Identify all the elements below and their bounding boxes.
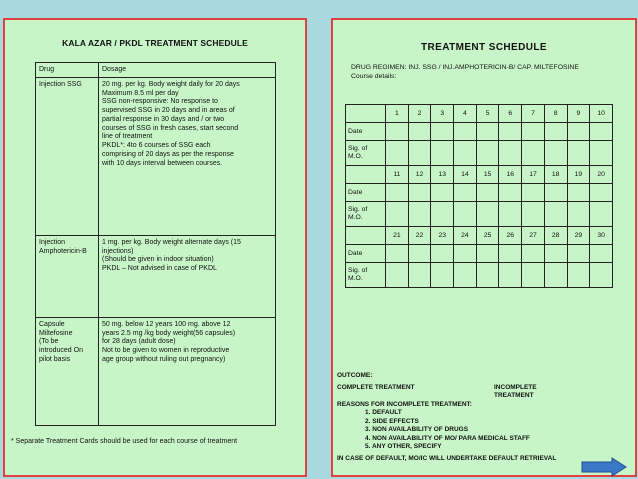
dosage-line: with 10 days interval between courses. (102, 159, 223, 167)
drug-line: pilot basis (39, 355, 71, 363)
date-entry-cell[interactable] (522, 184, 545, 202)
day-number-cell: 7 (522, 105, 545, 123)
dosage-line: injections) (102, 247, 134, 255)
dosage-table (35, 62, 276, 426)
dosage-line: SSG non-responsive: No response to (102, 98, 218, 106)
signature-entry-cell[interactable] (590, 141, 613, 166)
date-entry-cell[interactable] (386, 245, 409, 263)
day-number-cell: 22 (408, 227, 431, 245)
date-entry-cell[interactable] (386, 184, 409, 202)
date-entry-cell[interactable] (476, 123, 499, 141)
signature-entry-cell[interactable] (522, 263, 545, 288)
reason-item: 5. ANY OTHER, SPECIFY (365, 443, 442, 451)
signature-label-line: Sig. of (348, 145, 368, 153)
outcome-label: OUTCOME: (337, 372, 373, 379)
date-entry-cell[interactable] (567, 123, 590, 141)
day-number-cell: 30 (590, 227, 613, 245)
signature-entry-cell[interactable] (431, 263, 454, 288)
date-entry-cell[interactable] (408, 123, 431, 141)
dosage-line: PKDL – Not advised in case of PKDL (102, 265, 217, 272)
incomplete-treatment-label: INCOMPLETE TREATMENT (494, 384, 537, 400)
reason-item: 3. NON AVAILABILITY OF DRUGS (365, 426, 469, 434)
dosage-header: Dosage (99, 63, 276, 78)
day-number-cell: 10 (590, 105, 613, 123)
day-number-cell: 15 (476, 166, 499, 184)
reason-item: 2. SIDE EFFECTS (365, 417, 419, 425)
day-number-cell: 29 (567, 227, 590, 245)
day-number-cell: 8 (544, 105, 567, 123)
reasons-list (337, 409, 556, 451)
blank-label-cell (346, 105, 386, 123)
signature-entry-cell[interactable] (431, 202, 454, 227)
date-entry-cell[interactable] (567, 245, 590, 263)
date-entry-cell[interactable] (408, 245, 431, 263)
day-number-cell: 24 (454, 227, 477, 245)
schedule-grid (345, 104, 613, 288)
signature-entry-cell[interactable] (544, 141, 567, 166)
signature-entry-cell[interactable] (386, 263, 409, 288)
signature-entry-cell[interactable] (567, 141, 590, 166)
day-number-cell: 12 (408, 166, 431, 184)
day-number-cell: 4 (454, 105, 477, 123)
treatment-schedule-card (331, 18, 637, 477)
drug-line: introduced On (39, 347, 83, 354)
day-number-cell: 5 (476, 105, 499, 123)
dosage-cell (99, 235, 276, 317)
date-row (346, 245, 613, 263)
date-entry-cell[interactable] (590, 245, 613, 263)
signature-entry-cell[interactable] (476, 202, 499, 227)
drug-cell (36, 317, 99, 425)
date-row (346, 184, 613, 202)
signature-entry-cell[interactable] (522, 141, 545, 166)
dosage-header-row (36, 63, 276, 78)
signature-entry-cell[interactable] (590, 263, 613, 288)
drug-line: Injection (39, 238, 66, 246)
signature-entry-cell[interactable] (499, 263, 522, 288)
drug-line: (To be (39, 338, 59, 346)
signature-label (346, 141, 386, 166)
drug-cell (36, 235, 99, 317)
date-entry-cell[interactable] (544, 184, 567, 202)
date-entry-cell[interactable] (544, 245, 567, 263)
signature-entry-cell[interactable] (499, 202, 522, 227)
day-number-cell: 20 (590, 166, 613, 184)
complete-treatment-label: COMPLETE TREATMENT (337, 384, 415, 391)
drug-line: Capsule (39, 320, 65, 328)
signature-entry-cell[interactable] (408, 263, 431, 288)
date-entry-cell[interactable] (476, 184, 499, 202)
day-number-cell: 14 (454, 166, 477, 184)
signature-entry-cell[interactable] (544, 263, 567, 288)
signature-label (346, 202, 386, 227)
day-number-row (346, 227, 613, 245)
signature-entry-cell[interactable] (386, 202, 409, 227)
dosage-line: for 28 days (adult dose) (102, 338, 176, 346)
signature-label-line: M.O. (348, 153, 363, 160)
signature-entry-cell[interactable] (454, 202, 477, 227)
date-label: Date (346, 123, 386, 141)
drug-line: Miltefosine (39, 329, 73, 337)
signature-entry-cell[interactable] (476, 141, 499, 166)
date-label: Date (346, 245, 386, 263)
outcome-options (337, 384, 556, 398)
dosage-line: supervised SSG in 20 days and in areas of (102, 107, 235, 114)
dosage-cell (99, 317, 276, 425)
day-number-cell: 13 (431, 166, 454, 184)
signature-entry-cell[interactable] (476, 263, 499, 288)
signature-entry-cell[interactable] (499, 141, 522, 166)
signature-row (346, 202, 613, 227)
dosage-line: 1 mg. per kg. Body weight alternate days (15 (102, 238, 241, 246)
date-entry-cell[interactable] (408, 184, 431, 202)
date-entry-cell[interactable] (544, 123, 567, 141)
dosage-line: courses of SSG in fresh cases, start second (102, 124, 239, 132)
signature-entry-cell[interactable] (431, 141, 454, 166)
outcome-section (337, 372, 556, 463)
signature-label-line: M.O. (348, 275, 363, 282)
signature-entry-cell[interactable] (544, 202, 567, 227)
date-entry-cell[interactable] (499, 123, 522, 141)
dosage-line: 20 mg. per kg. Body weight daily for 20 days (102, 80, 240, 88)
dosage-line: partial response in 30 days and / or two (102, 115, 225, 123)
date-entry-cell[interactable] (567, 184, 590, 202)
signature-entry-cell[interactable] (590, 202, 613, 227)
day-number-cell: 2 (408, 105, 431, 123)
day-number-cell: 9 (567, 105, 590, 123)
date-entry-cell[interactable] (499, 184, 522, 202)
date-entry-cell[interactable] (431, 245, 454, 263)
day-number-cell: 23 (431, 227, 454, 245)
date-entry-cell[interactable] (431, 123, 454, 141)
reasons-section (337, 401, 556, 452)
signature-row (346, 141, 613, 166)
signature-entry-cell[interactable] (522, 202, 545, 227)
date-entry-cell[interactable] (522, 245, 545, 263)
date-entry-cell[interactable] (386, 123, 409, 141)
drug-regimen-line: DRUG REGIMEN: INJ. SSG / INJ.AMPHOTERICIN-B/ CAP. MILTEFOSINE (351, 64, 579, 71)
day-number-cell: 11 (386, 166, 409, 184)
signature-entry-cell[interactable] (567, 263, 590, 288)
day-number-cell: 18 (544, 166, 567, 184)
dosage-line: (Should be given in indoor situation) (102, 256, 214, 264)
signature-label-line: Sig. of (348, 206, 368, 214)
dosage-line: Maximum 8.5 ml per day (102, 89, 179, 97)
day-number-cell: 25 (476, 227, 499, 245)
day-number-cell: 6 (499, 105, 522, 123)
day-number-cell: 21 (386, 227, 409, 245)
signature-entry-cell[interactable] (386, 141, 409, 166)
date-row (346, 123, 613, 141)
date-entry-cell[interactable] (454, 245, 477, 263)
signature-row (346, 263, 613, 288)
signature-entry-cell[interactable] (454, 263, 477, 288)
drug-line: Injection SSG (39, 80, 82, 88)
reason-item: 4. NON AVAILABILITY OF MO/ PARA MEDICAL STAFF (365, 434, 530, 442)
signature-label-line: Sig. of (348, 267, 368, 275)
dosage-cell (99, 77, 276, 235)
dosage-line: age group without ruling out pregnancy) (102, 355, 226, 363)
dosage-line: years 2.5 mg /kg body weight(56 capsules) (102, 329, 236, 337)
dosage-line: comprising of 20 days as per the response (102, 150, 234, 158)
signature-entry-cell[interactable] (408, 202, 431, 227)
day-number-cell: 16 (499, 166, 522, 184)
reasons-label: REASONS FOR INCOMPLETE TREATMENT: (337, 401, 472, 408)
signature-entry-cell[interactable] (454, 141, 477, 166)
day-number-cell: 3 (431, 105, 454, 123)
dosage-line: PKDL*: 4to 6 courses of SSG each (102, 142, 211, 149)
date-entry-cell[interactable] (454, 123, 477, 141)
date-entry-cell[interactable] (454, 184, 477, 202)
drug-regimen (351, 63, 579, 81)
dosage-line: line of treatment (102, 133, 153, 141)
date-entry-cell[interactable] (431, 184, 454, 202)
drug-cell (36, 77, 99, 235)
signature-label-line: M.O. (348, 214, 363, 221)
day-number-row (346, 166, 613, 184)
dosage-line: Not to be given to women in reproductive (102, 347, 230, 354)
reason-item: 1. DEFAULT (365, 409, 402, 417)
course-details-line: Course details: (351, 73, 397, 81)
signature-entry-cell[interactable] (408, 141, 431, 166)
drug-header: Drug (36, 63, 99, 78)
date-entry-cell[interactable] (590, 184, 613, 202)
day-number-row (346, 105, 613, 123)
day-number-cell: 17 (522, 166, 545, 184)
signature-label (346, 263, 386, 288)
left-card-title: KALA AZAR / PKDL TREATMENT SCHEDULE (62, 38, 248, 48)
blank-label-cell (346, 227, 386, 245)
dosage-row (36, 235, 276, 317)
right-card-title: TREATMENT SCHEDULE (421, 42, 547, 53)
right-arrow-icon[interactable] (580, 457, 628, 477)
dosage-row (36, 317, 276, 425)
default-retrieval-note: IN CASE OF DEFAULT, MO/IC WILL UNDERTAKE DEFAULT RETRIEVAL (337, 454, 557, 462)
date-entry-cell[interactable] (522, 123, 545, 141)
kala-azar-schedule-card (3, 18, 307, 477)
day-number-cell: 28 (544, 227, 567, 245)
day-number-cell: 27 (522, 227, 545, 245)
day-number-cell: 1 (386, 105, 409, 123)
signature-entry-cell[interactable] (567, 202, 590, 227)
date-entry-cell[interactable] (476, 245, 499, 263)
dosage-line: 50 mg. below 12 years 100 mg. above 12 (102, 320, 231, 328)
date-label: Date (346, 184, 386, 202)
day-number-cell: 19 (567, 166, 590, 184)
date-entry-cell[interactable] (590, 123, 613, 141)
blank-label-cell (346, 166, 386, 184)
left-footnote: * Separate Treatment Cards should be used for each course of treatment (11, 438, 238, 445)
day-number-cell: 26 (499, 227, 522, 245)
date-entry-cell[interactable] (499, 245, 522, 263)
dosage-row (36, 77, 276, 235)
drug-line: Amphotericin-B (39, 247, 87, 255)
